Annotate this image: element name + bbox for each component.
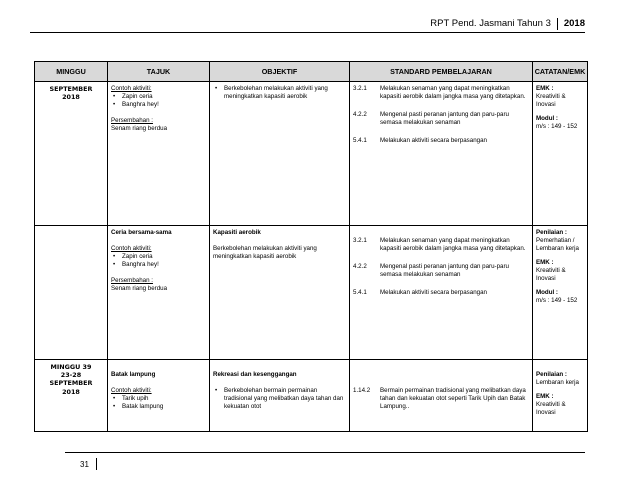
list-item: • Banghra hey! <box>111 101 206 109</box>
list-item: • Tarik upih <box>111 395 206 403</box>
catatan-cell <box>533 82 588 226</box>
contoh-aktiviti-label: Contoh aktiviti: <box>111 387 152 394</box>
footer-divider <box>96 458 97 470</box>
minggu-cell <box>35 226 108 360</box>
header-rule <box>30 32 585 33</box>
table-row <box>35 360 588 432</box>
objektif-title: Rekreasi dan kesenggangan <box>213 371 297 378</box>
column-header-objektif: OBJEKTIF <box>210 62 350 82</box>
modul-label: Modul : <box>536 115 558 122</box>
standard-item: 3.2.1 Melakukan senaman yang dapat meningkatkan kapasiti aerobik dalam jangka masa yang ditetapkan. <box>353 85 526 100</box>
persembahan-text: Senam riang berdua <box>111 125 168 132</box>
emk-text: Kreativiti & Inovasi <box>536 401 566 416</box>
document-year: 2018 <box>557 18 585 30</box>
column-header-minggu: MINGGU <box>35 62 108 82</box>
objektif-cell <box>210 82 350 226</box>
standard-item: 5.4.1 Melakukan aktiviti secara berpasangan <box>353 137 487 144</box>
contoh-aktiviti-list <box>111 93 206 109</box>
modul-label: Modul : <box>536 289 558 296</box>
penilaian-text: Pemerhatian / Lembaran kerja <box>536 237 579 252</box>
modul-text: m/s : 149 - 152 <box>536 123 578 130</box>
column-header-standard: STANDARD PEMBELAJARAN <box>350 62 533 82</box>
column-header-tajuk: TAJUK <box>108 62 210 82</box>
tajuk-cell <box>108 360 210 432</box>
penilaian-label: Penilaian : <box>536 371 567 378</box>
list-item: • Zapin ceria <box>111 253 206 261</box>
contoh-aktiviti-label: Contoh aktiviti: <box>111 245 152 252</box>
modul-text: m/s : 149 - 152 <box>536 297 578 304</box>
catatan-cell <box>533 226 588 360</box>
persembahan-label: Persembahan : <box>111 277 153 284</box>
persembahan-label: Persembahan : <box>111 117 153 124</box>
penilaian-label: Penilaian : <box>536 229 567 236</box>
list-item: • Berkebolehan bermain permainan tradisional yang melibatkan daya tahan dan kekuatan otot <box>213 387 346 411</box>
tajuk-cell <box>108 226 210 360</box>
standard-item: 4.2.2 Mengenal pasti peranan jantung dan paru-paru semasa melakukan senaman <box>353 263 510 278</box>
table-header-row <box>35 62 588 82</box>
minggu-cell: MINGGU 39 23-28 SEPTEMBER 2018 <box>35 360 108 432</box>
list-item: • Zapin ceria <box>111 93 206 101</box>
lesson-plan-table <box>34 61 588 432</box>
catatan-cell <box>533 360 588 432</box>
minggu-cell: SEPTEMBER 2018 <box>35 82 108 226</box>
objektif-text: Berkebolehan melakukan aktiviti yang meningkatkan kapasiti aerobik <box>213 245 317 260</box>
tajuk-title: Batak lampung <box>111 371 156 378</box>
footer-rule <box>65 452 585 453</box>
page-footer <box>80 458 97 470</box>
list-item: • Berkebolehan melakukan aktiviti yang meningkatkan kapasiti aerobik <box>213 85 346 101</box>
objektif-cell <box>210 360 350 432</box>
emk-text: Kreativiti & Inovasi <box>536 267 566 282</box>
penilaian-text: Lembaran kerja <box>536 379 579 386</box>
objektif-title: Kapasiti aerobik <box>213 229 261 236</box>
contoh-aktiviti-list <box>111 253 206 269</box>
table-row <box>35 82 588 226</box>
page-number: 31 <box>80 459 89 469</box>
tajuk-title: Ceria bersama-sama <box>111 229 172 236</box>
column-header-catatan: CATATAN/EMK <box>533 62 588 82</box>
emk-label: EMK : <box>536 393 554 400</box>
standard-cell <box>350 226 533 360</box>
objektif-cell <box>210 226 350 360</box>
contoh-aktiviti-label: Contoh aktiviti: <box>111 85 152 92</box>
emk-text: Kreativiti & Inovasi <box>536 93 566 108</box>
standard-item: 4.2.2 Mengenal pasti peranan jantung dan paru-paru semasa melakukan senaman <box>353 111 510 126</box>
standard-item: 1.14.2 Bermain permainan tradisional yang melibatkan daya tahan dan kekuatan otot seperti Tarik Upih dan Batak Lampung.. <box>353 387 526 410</box>
emk-label: EMK : <box>536 259 554 266</box>
list-item: • Batak lampung <box>111 403 206 411</box>
table-row <box>35 226 588 360</box>
persembahan-text: Senam riang berdua <box>111 285 168 292</box>
standard-cell <box>350 82 533 226</box>
contoh-aktiviti-list <box>111 395 206 411</box>
page-header <box>430 14 585 30</box>
list-item: • Banghra hey! <box>111 261 206 269</box>
standard-cell <box>350 360 533 432</box>
document-title: RPT Pend. Jasmani Tahun 3 <box>430 18 551 29</box>
standard-item: 5.4.1 Melakukan aktiviti secara berpasangan <box>353 289 487 296</box>
tajuk-cell <box>108 82 210 226</box>
standard-item: 3.2.1 Melakukan senaman yang dapat meningkatkan kapasiti aerobik dalam jangka masa yang ditetapkan. <box>353 237 526 252</box>
emk-label: EMK : <box>536 85 554 92</box>
